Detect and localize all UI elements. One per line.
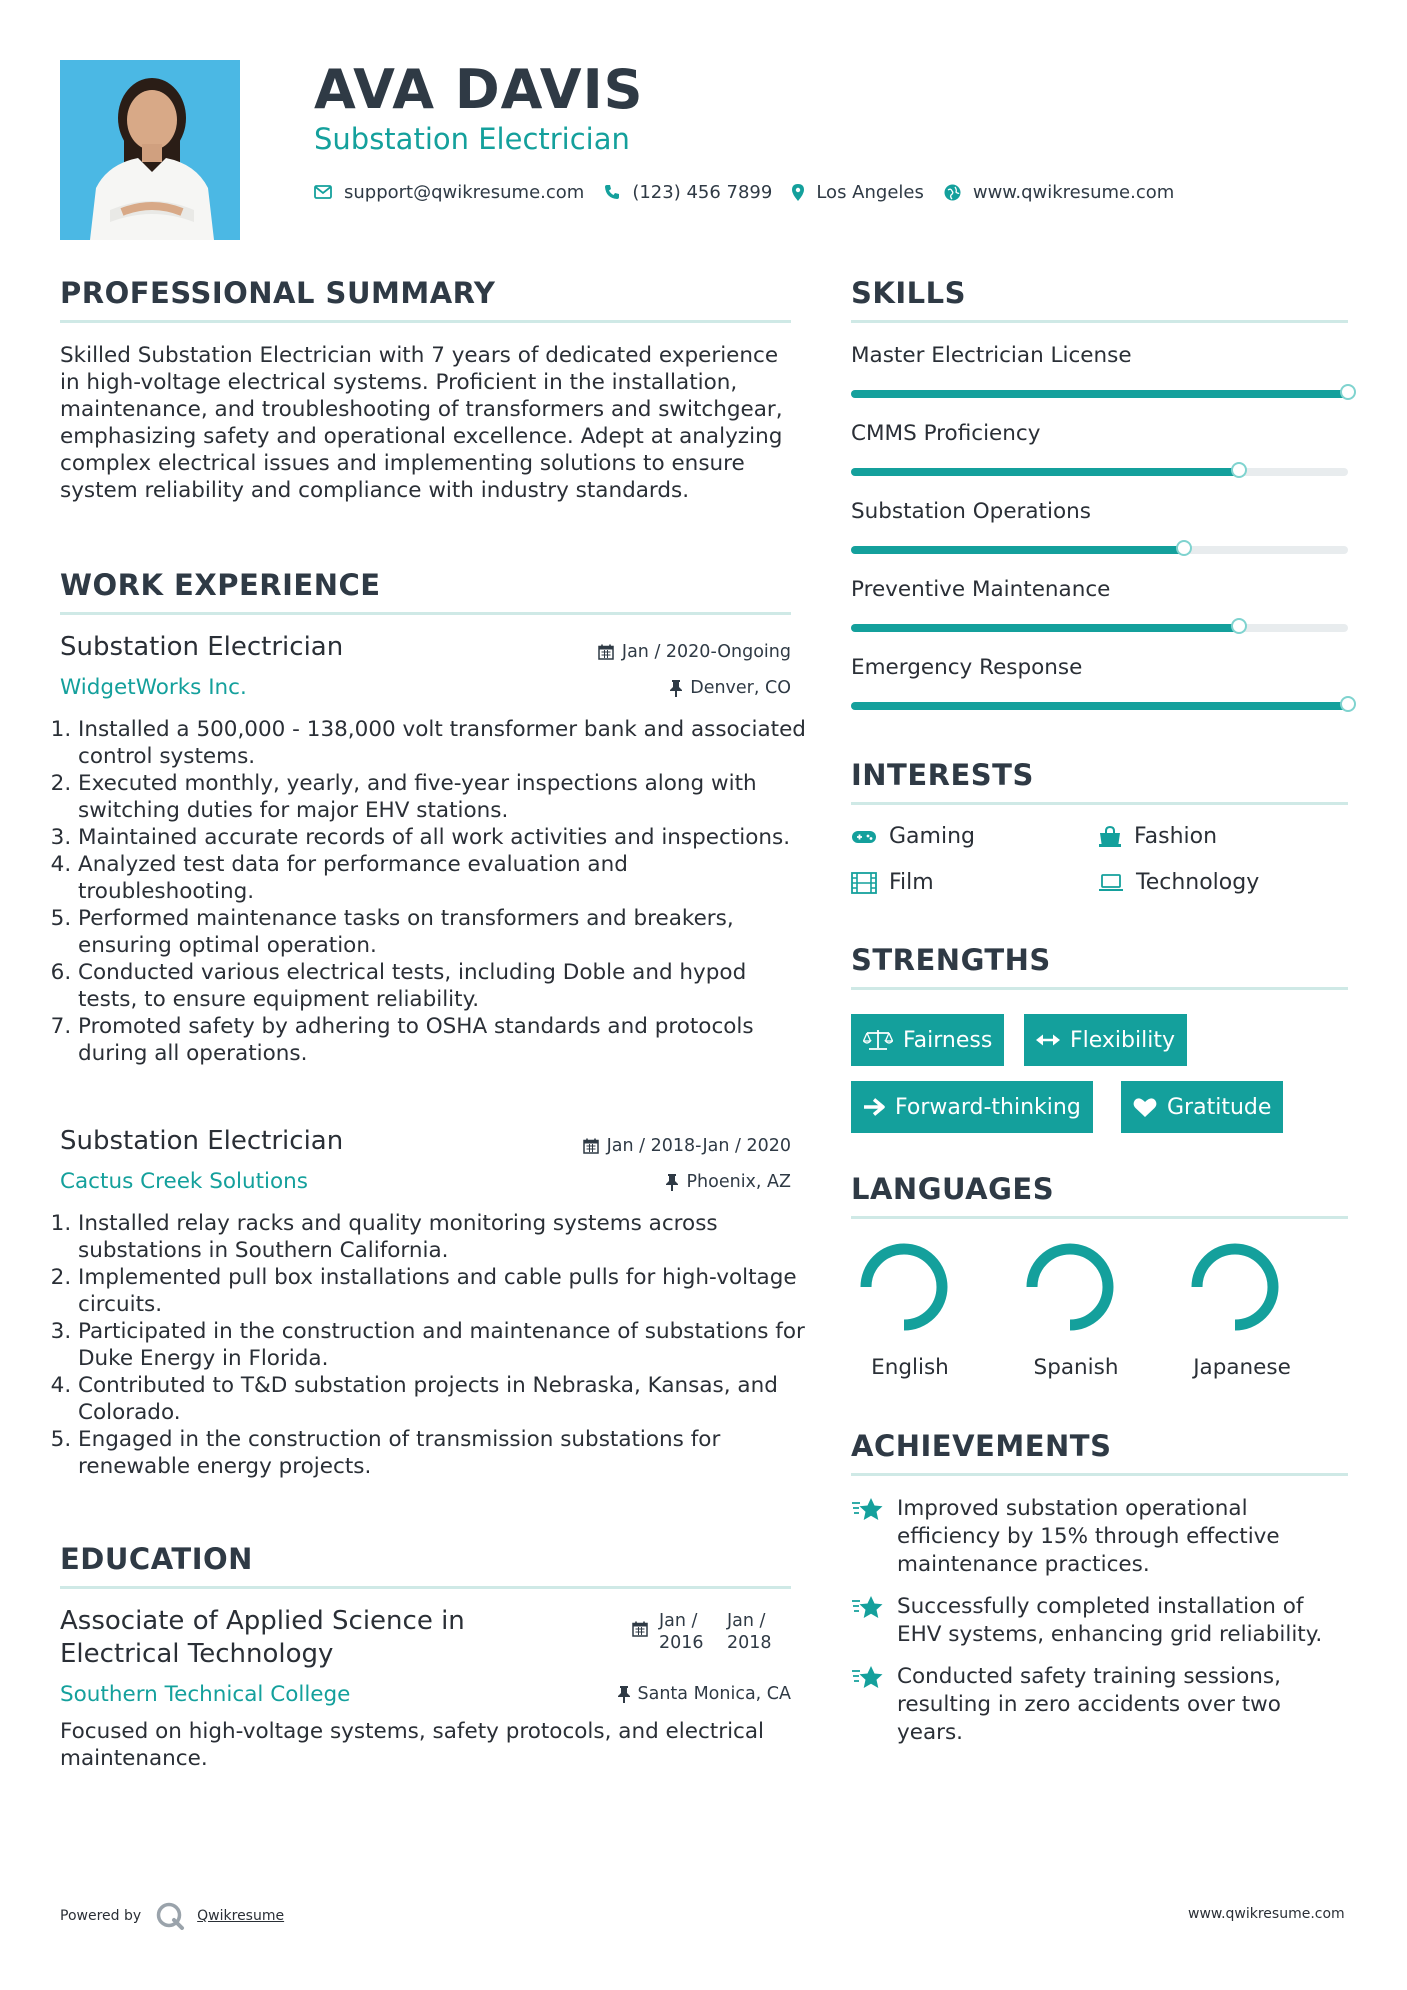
interest-technology	[1098, 870, 1259, 895]
language-ring-arc	[1032, 1249, 1108, 1325]
pushpin-icon	[666, 1174, 678, 1191]
star-icon	[851, 1497, 885, 1523]
phone-text: (123) 456 7899	[632, 181, 773, 203]
footer-url[interactable]: www.qwikresume.com	[1188, 1906, 1345, 1922]
language-ring	[858, 1241, 950, 1333]
language-label: English	[871, 1355, 949, 1380]
skill-bar	[851, 390, 1348, 398]
language-ring	[1024, 1241, 1116, 1333]
experience-heading: WORK EXPERIENCE	[60, 568, 381, 602]
section-rule	[851, 802, 1348, 805]
skill-label: CMMS Proficiency	[851, 421, 1041, 446]
education-start	[659, 1610, 704, 1654]
duty-item: 3. Participated in the construction and maintenance of substations for Duke Energy in Florida.	[78, 1318, 809, 1372]
language-ring-arc	[1197, 1249, 1273, 1325]
duty-item: 2. Implemented pull box installations and cable pulls for high-voltage circuits.	[78, 1264, 809, 1318]
star-icon	[851, 1665, 885, 1691]
gamepad-icon	[851, 829, 877, 845]
interest-film	[851, 870, 934, 895]
interest-gaming	[851, 824, 975, 849]
achievement-text: Improved substation operational efficiency by 15% through effective maintenance practices.	[897, 1496, 1280, 1577]
duty-item: 2. Executed monthly, yearly, and five-year inspections along with switching duties for major EHV stations.	[78, 770, 809, 824]
interest-fashion	[1098, 824, 1217, 849]
language-label: Spanish	[1033, 1355, 1119, 1380]
achievement-item	[851, 1593, 1348, 1649]
skill-label: Substation Operations	[851, 499, 1091, 524]
profile-photo	[60, 60, 240, 240]
candidate-name: AVA DAVIS	[314, 58, 644, 121]
heart-icon	[1133, 1097, 1157, 1118]
interest-label: Technology	[1136, 870, 1260, 895]
education-end-month: Jan /	[727, 1611, 766, 1631]
skill-bar-knob	[1340, 384, 1356, 400]
summary-heading: PROFESSIONAL SUMMARY	[60, 276, 496, 310]
section-rule	[60, 1586, 791, 1589]
skill-bar	[851, 624, 1348, 632]
school-name: Southern Technical College	[60, 1682, 351, 1707]
job-dates	[491, 642, 791, 662]
skill-bar-knob	[1340, 696, 1356, 712]
pushpin-icon	[618, 1686, 630, 1703]
summary-text: Skilled Substation Electrician with 7 years of dedicated experience in high-voltage electrical systems. Proficient in the installation, maintenance, and troubleshooting of transformers and switchgear, emphasizing safety and operational excellence. Adept at analyzing complex electrical issues and implementing solutions to ensure system reliability and compliance with industry standards.	[60, 343, 783, 503]
achievement-item	[851, 1495, 1348, 1579]
shopping-bag-icon	[1098, 826, 1122, 848]
email-text: support@qwikresume.com	[344, 181, 585, 203]
achievement-text: Successfully completed installation of EHV systems, enhancing grid reliability.	[897, 1594, 1323, 1647]
education-start-year: 2016	[659, 1633, 704, 1653]
strength-label: Forward-thinking	[895, 1094, 1081, 1120]
languages-heading: LANGUAGES	[851, 1172, 1055, 1206]
language-ring-arc	[866, 1249, 942, 1325]
contact-phone[interactable]	[604, 182, 772, 203]
strengths-heading: STRENGTHS	[851, 943, 1051, 977]
candidate-title: Substation Electrician	[314, 122, 630, 156]
interest-label: Fashion	[1134, 824, 1218, 849]
degree-line1: Associate of Applied Science in	[60, 1606, 465, 1636]
section-rule	[60, 612, 791, 615]
education-location-text: Santa Monica, CA	[637, 1684, 791, 1704]
duty-item: 4. Analyzed test data for performance evaluation and troubleshooting.	[78, 851, 809, 905]
skill-bar-fill	[851, 390, 1348, 398]
powered-by-text: Powered by	[60, 1908, 142, 1924]
education-end	[727, 1610, 772, 1654]
duty-item: 6. Conducted various electrical tests, including Doble and hypod tests, to ensure equipment reliability.	[78, 959, 809, 1013]
duty-item: 1. Installed relay racks and quality monitoring systems across substations in Southern California.	[78, 1210, 809, 1264]
section-rule	[851, 1473, 1348, 1476]
calendar-icon	[598, 644, 614, 660]
phone-icon	[604, 184, 620, 200]
calendar-icon	[583, 1138, 599, 1154]
education-start-month: Jan /	[659, 1611, 698, 1631]
duty-item: 7. Promoted safety by adhering to OSHA standards and protocols during all operations.	[78, 1013, 809, 1067]
section-rule	[851, 320, 1348, 323]
achievement-text: Conducted safety training sessions, resulting in zero accidents over two years.	[897, 1664, 1281, 1745]
skill-label: Master Electrician License	[851, 343, 1132, 368]
skill-label: Emergency Response	[851, 655, 1083, 680]
qwikresume-link[interactable]: Qwikresume	[197, 1908, 285, 1924]
balance-scale-icon	[863, 1029, 893, 1051]
duties-list	[60, 716, 809, 1067]
contact-location	[792, 182, 924, 203]
duty-item: 5. Engaged in the construction of transmission substations for renewable energy projects.	[78, 1426, 809, 1480]
section-rule	[851, 987, 1348, 990]
strength-badge	[1024, 1014, 1187, 1066]
education-heading: EDUCATION	[60, 1542, 253, 1576]
skill-bar-fill	[851, 468, 1239, 476]
achievements-heading: ACHIEVEMENTS	[851, 1429, 1112, 1463]
skill-bar	[851, 546, 1348, 554]
strength-badge	[851, 1014, 1004, 1066]
email-icon	[314, 185, 332, 199]
skill-bar-knob	[1231, 462, 1247, 478]
section-rule	[60, 320, 791, 323]
laptop-icon	[1098, 874, 1124, 892]
arrows-horizontal-icon	[1036, 1033, 1060, 1047]
duty-item: 1. Installed a 500,000 - 138,000 volt transformer bank and associated control systems.	[78, 716, 809, 770]
duty-item: 5. Performed maintenance tasks on transformers and breakers, ensuring optimal operation.	[78, 905, 809, 959]
strength-badge	[1121, 1081, 1283, 1133]
pushpin-icon	[670, 680, 682, 697]
skill-bar-fill	[851, 702, 1348, 710]
degree-line2: Electrical Technology	[60, 1639, 334, 1669]
location-text: Los Angeles	[816, 181, 924, 203]
language-ring	[1189, 1241, 1281, 1333]
education-location	[491, 1684, 791, 1704]
education-end-year: 2018	[727, 1633, 772, 1653]
film-icon	[851, 872, 877, 894]
footer-powered-by	[60, 1902, 284, 1930]
skills-heading: SKILLS	[851, 276, 966, 310]
interest-label: Film	[889, 870, 934, 895]
contact-bar	[314, 180, 1194, 204]
website-text: www.qwikresume.com	[972, 181, 1175, 203]
job-dates-text: Jan / 2020-Ongoing	[621, 642, 791, 662]
achievement-item	[851, 1663, 1348, 1747]
skill-bar-fill	[851, 546, 1184, 554]
education-description: Focused on high-voltage systems, safety protocols, and electrical maintenance.	[60, 1719, 765, 1771]
strength-label: Fairness	[903, 1027, 993, 1053]
section-rule	[851, 1216, 1348, 1219]
job-location	[491, 1172, 791, 1192]
duties-list	[60, 1210, 809, 1480]
strength-badge	[851, 1081, 1093, 1133]
company-name: Cactus Creek Solutions	[60, 1169, 309, 1194]
strength-label: Gratitude	[1167, 1094, 1272, 1120]
job-title: Substation Electrician	[60, 632, 344, 662]
job-dates-text: Jan / 2018-Jan / 2020	[606, 1136, 791, 1156]
calendar-icon	[632, 1621, 648, 1637]
language-label: Japanese	[1193, 1355, 1291, 1380]
strength-label: Flexibility	[1070, 1027, 1175, 1053]
skill-label: Preventive Maintenance	[851, 577, 1111, 602]
job-location-text: Denver, CO	[690, 678, 791, 698]
qwikresume-logo-icon	[155, 1902, 185, 1930]
interests-heading: INTERESTS	[851, 758, 1034, 792]
contact-email[interactable]	[314, 182, 584, 203]
job-location-text: Phoenix, AZ	[686, 1172, 791, 1192]
skill-bar-knob	[1176, 540, 1192, 556]
job-location	[491, 678, 791, 698]
contact-website[interactable]	[944, 182, 1174, 203]
arrow-right-icon	[863, 1098, 885, 1116]
interest-label: Gaming	[889, 824, 975, 849]
duty-item: 3. Maintained accurate records of all work activities and inspections.	[78, 824, 809, 851]
globe-icon	[944, 184, 961, 201]
location-pin-icon	[792, 184, 804, 201]
job-dates	[491, 1136, 791, 1156]
company-name: WidgetWorks Inc.	[60, 675, 247, 700]
duty-item: 4. Contributed to T&D substation projects in Nebraska, Kansas, and Colorado.	[78, 1372, 809, 1426]
skill-bar-fill	[851, 624, 1239, 632]
skill-bar-knob	[1231, 618, 1247, 634]
job-title: Substation Electrician	[60, 1126, 344, 1156]
skill-bar	[851, 468, 1348, 476]
star-icon	[851, 1595, 885, 1621]
skill-bar	[851, 702, 1348, 710]
